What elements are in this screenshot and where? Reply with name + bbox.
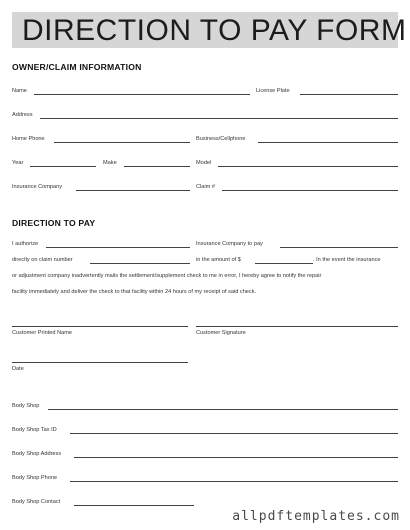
customer-signature-label: Customer Signature xyxy=(196,330,246,336)
watermark: allpdftemplates.com xyxy=(232,509,400,524)
pay-to-field[interactable] xyxy=(280,247,398,248)
customer-printed-name-field[interactable] xyxy=(12,326,188,327)
home-phone-label: Home Phone xyxy=(12,136,45,142)
claim-label: Claim # xyxy=(196,184,215,190)
insurance-company-field[interactable] xyxy=(76,190,190,191)
date-label: Date xyxy=(12,366,24,372)
home-phone-field[interactable] xyxy=(54,142,190,143)
address-field[interactable] xyxy=(40,118,398,119)
directly-on-claim-label: directly on claim number xyxy=(12,257,73,263)
body-shop-tax-id-field[interactable] xyxy=(70,433,398,434)
name-label: Name xyxy=(12,88,27,94)
section-owner-claim: OWNER/CLAIM INFORMATION xyxy=(12,62,142,72)
event-text: . In the event the insurance xyxy=(313,257,381,263)
year-label: Year xyxy=(12,160,24,166)
year-field[interactable] xyxy=(30,166,96,167)
make-field[interactable] xyxy=(124,166,190,167)
date-field[interactable] xyxy=(12,362,188,363)
authorized-insurer-field[interactable] xyxy=(46,247,190,248)
insurance-company-label: Insurance Company xyxy=(12,184,63,190)
license-plate-field[interactable] xyxy=(300,94,398,95)
claim-field[interactable] xyxy=(222,190,398,191)
customer-signature-field[interactable] xyxy=(196,326,398,327)
agreement-line-3: or adjustment company inadvertently mails the settlement/supplement check to me in error, I hereby agree to notify the repair xyxy=(12,273,322,279)
body-shop-contact-label: Body Shop Contact xyxy=(12,499,61,505)
body-shop-address-field[interactable] xyxy=(74,457,398,458)
insurance-company-to-pay-label: Insurance Company to pay xyxy=(196,241,263,247)
body-shop-phone-field[interactable] xyxy=(70,481,398,482)
i-authorize-label: I authorize xyxy=(12,241,39,247)
license-plate-label: License Plate xyxy=(256,88,290,94)
form-title: DIRECTION TO PAY FORM xyxy=(22,14,407,47)
body-shop-address-label: Body Shop Address xyxy=(12,451,62,457)
business-cellphone-label: Business/Cellphone xyxy=(196,136,246,142)
agreement-line-4: facility immediately and deliver the check to that facility within 24 hours of my receipt of said check. xyxy=(12,289,257,295)
claim-number-field[interactable] xyxy=(90,263,190,264)
make-label: Make xyxy=(103,160,117,166)
business-cellphone-field[interactable] xyxy=(258,142,398,143)
customer-printed-name-label: Customer Printed Name xyxy=(12,330,72,336)
amount-label: in the amount of $ xyxy=(196,257,241,263)
body-shop-label: Body Shop xyxy=(12,403,40,409)
body-shop-contact-field[interactable] xyxy=(74,505,194,506)
amount-field[interactable] xyxy=(255,263,313,264)
model-label: Model xyxy=(196,160,212,166)
address-label: Address xyxy=(12,112,33,118)
body-shop-field[interactable] xyxy=(48,409,398,410)
body-shop-tax-id-label: Body Shop Tax ID xyxy=(12,427,57,433)
body-shop-phone-label: Body Shop Phone xyxy=(12,475,58,481)
name-field[interactable] xyxy=(34,94,250,95)
model-field[interactable] xyxy=(218,166,398,167)
section-direction-to-pay: DIRECTION TO PAY xyxy=(12,218,96,228)
